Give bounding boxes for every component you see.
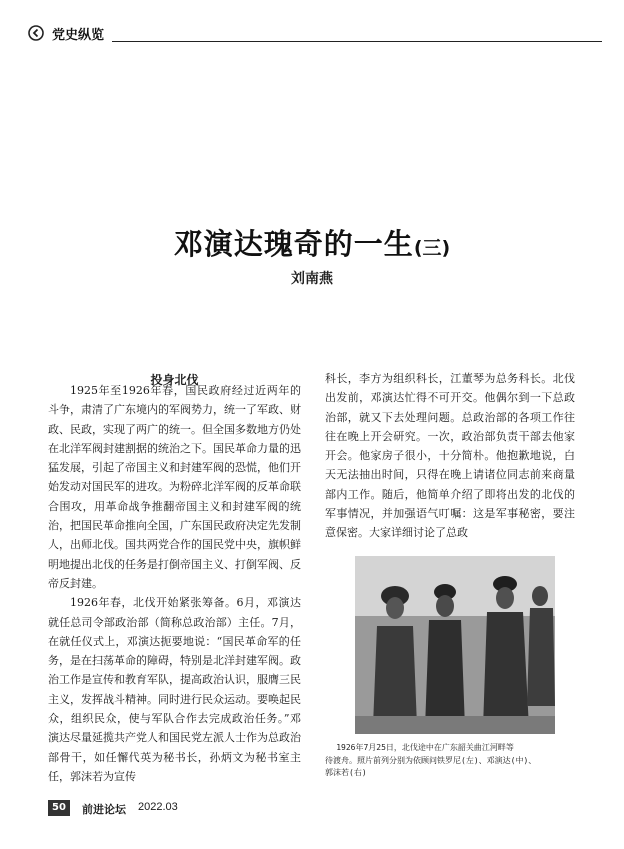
journal-name: 前进论坛 bbox=[82, 803, 126, 816]
issue-number: 2022.03 bbox=[138, 801, 178, 813]
photo-illustration bbox=[355, 556, 555, 734]
section-header bbox=[22, 22, 602, 44]
page-number: 50 bbox=[48, 800, 70, 816]
caption-line: 郭沫若(右) bbox=[325, 768, 367, 777]
circled-arrow-icon bbox=[28, 25, 44, 41]
header-rule bbox=[112, 41, 602, 42]
paragraph: 科长，李方为组织科长，江董琴为总务科长。北伐出发前，邓演达忙得不可开交。他偶尔到一下总政治部，就又下去处理问题。总政治部的各项工作往往在晚上开会研究。一次，政治部负责干部去他家开会。他家房子很小，十分简朴。他抱歉地说，白天无法抽出时间，只得在晚上请诸位同志前来商量部内工作。随后，他简单介绍了即将出发的北伐的军事情况，并加强语气叮嘱：这是军事秘密，要注意保密。大家详细讨论了总政 bbox=[325, 372, 575, 540]
page-footer bbox=[48, 800, 248, 818]
caption-line: 1926年7月25日，北伐途中在广东韶关曲江河畔等 bbox=[336, 743, 514, 752]
title-part: (三) bbox=[413, 237, 451, 259]
left-column bbox=[48, 381, 301, 786]
caption-line: 待渡舟。照片前列分别为依顾问铁罗尼(左)、邓演达(中)、 bbox=[325, 755, 537, 765]
photo-caption bbox=[325, 742, 577, 780]
historical-photo bbox=[355, 556, 555, 734]
right-column bbox=[325, 369, 575, 543]
section-heading: 投身北伐 bbox=[150, 373, 199, 387]
section-label: 党史纵览 bbox=[52, 28, 105, 43]
paragraph: 1926年春，北伐开始紧张筹备。6月，邓演达就任总司令部政治部（简称总政治部）主任。7月，在就任仪式上，邓演达扼要地说：“国民革命军的任务，是在扫荡革命的障碍，特别是北洋封建军阀。政治工作是宣传和教育军队，提高政治认识，服膺三民主义，发挥战斗精神。同时进行民众运动。要唤起民众，组织民众，使与军队合作去完成政治任务。”邓演达尽量延揽共产党人和国民党左派人士作为总政治部骨干，如任懈代英为秘书长，孙炳文为秘书室主任，郭沫若为宣传 bbox=[48, 596, 301, 783]
paragraph: 1925年至1926年春，国民政府经过近两年的斗争，肃清了广东境内的军阀势力，统一了军政、财政、民政，实现了两广的统一。但全国多数地方仍处在北洋军阀封建割据的统治之下。国民革命力量的迅猛发展，引起了帝国主义和封建军阀的恐慌，他们开始发动对国民军的进攻。为粉碎北洋军阀的反革命联合围攻，用革命战争推翻帝国主义和封建军阀的统治，把国民革命推向全国，广东国民政府决定先发制人，出师北伐。国共两党合作的国民党中央，旗帜鲜明地提出北伐的任务是打倒帝国主义、打倒军阀、反帝反封建。 bbox=[48, 384, 301, 590]
article-author: 刘南燕 bbox=[291, 271, 333, 287]
title-main: 邓演达瑰奇的一生 bbox=[173, 227, 414, 261]
article-title bbox=[0, 222, 624, 263]
